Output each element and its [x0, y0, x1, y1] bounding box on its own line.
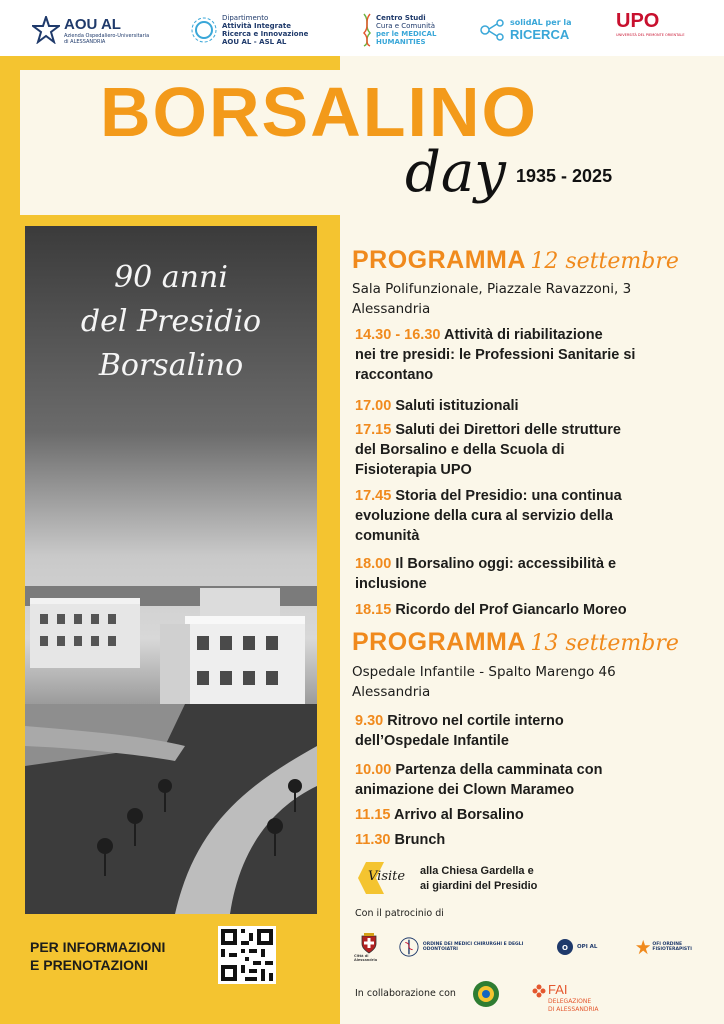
- collaboration-emblem-icon: [472, 980, 500, 1008]
- photo-caption-line3: Borsalino: [98, 348, 244, 383]
- molecule-icon: [480, 17, 506, 43]
- day1-venue-line2: Alessandria: [352, 301, 431, 317]
- day2-item: [355, 711, 715, 751]
- day1-item: [355, 325, 715, 385]
- upo-name: UPO: [616, 10, 660, 32]
- item-text: evoluzione della cura al servizio della: [355, 508, 613, 524]
- day2-item: [355, 830, 715, 850]
- ofi-logo-label: OFI ORDINE FISIOTERAPISTI: [652, 942, 692, 952]
- day1-date: 12 settembre: [530, 249, 679, 274]
- mh-line1: Centro Studi: [376, 14, 426, 22]
- photo-caption-line2: del Presidio: [80, 304, 262, 339]
- item-time: 9.30: [355, 713, 384, 729]
- visite-line1: alla Chiesa Gardella e: [420, 865, 534, 877]
- day2-heading: [352, 628, 679, 657]
- fai-sub: [548, 998, 599, 1014]
- aou-star-icon: [32, 16, 60, 44]
- mh-line4: HUMANITIES: [376, 38, 426, 46]
- event-title-script: day: [405, 140, 506, 205]
- item-text: animazione dei Clown Marameo: [355, 782, 575, 798]
- item-text: Partenza della camminata con: [395, 762, 603, 778]
- visite-line2: ai giardini del Presidio: [420, 880, 538, 892]
- day1-item: [355, 600, 715, 620]
- solidal-line1: solidAL per la: [510, 17, 572, 27]
- dairi-line3: Ricerca e Innovazione: [222, 30, 309, 38]
- item-time: 14.30 - 16.30: [355, 327, 441, 343]
- dairi-line2: Attività Integrate: [222, 22, 291, 30]
- dna-icon: [362, 13, 372, 47]
- photo-caption-line1: 90 anni: [114, 260, 228, 295]
- aou-al-name: AOU AL: [64, 15, 121, 33]
- opi-logo-label: OPI AL: [577, 944, 598, 950]
- dairi-logo: [190, 10, 308, 50]
- dairi-sun-icon: [190, 16, 218, 44]
- day2-item: [355, 805, 715, 825]
- item-text: Attività di riabilitazione: [443, 327, 603, 343]
- day2-heading-label: PROGRAMMA: [352, 628, 526, 656]
- fai-sub-line2: DI ALESSANDRIA: [548, 1006, 599, 1013]
- item-text: Il Borsalino oggi: accessibilità e: [395, 556, 617, 572]
- dairi-line4: AOU AL - ASL AL: [222, 38, 287, 46]
- city-crest-icon: [360, 932, 378, 954]
- omceo-logo-label: ORDINE DEI MEDICI CHIRURGHI E DEGLI ODONTOIATRI: [422, 942, 524, 952]
- item-text: Ritrovo nel cortile interno: [387, 713, 564, 729]
- event-title: BORSALINO: [100, 73, 538, 151]
- alessandria-logo: [354, 932, 384, 962]
- day1-venue: [352, 279, 712, 319]
- solidal-logo: [480, 10, 572, 50]
- medical-humanities-logo: [362, 10, 436, 50]
- item-time: 11.30: [355, 832, 391, 848]
- day1-heading-label: PROGRAMMA: [352, 246, 526, 274]
- collaboration-label: In collaborazione con: [355, 988, 456, 999]
- item-text: nei tre presidi: le Professioni Sanitarie si: [355, 347, 636, 363]
- qr-code[interactable]: [218, 926, 276, 984]
- event-years: 1935 - 2025: [516, 166, 613, 186]
- day2-venue: [352, 662, 712, 702]
- item-text: Saluti istituzionali: [395, 398, 519, 414]
- item-time: 18.15: [355, 602, 392, 618]
- fai-flower-icon: [532, 984, 546, 998]
- item-time: 10.00: [355, 762, 392, 778]
- day2-date: 13 settembre: [530, 631, 679, 656]
- item-text: Arrivo al Borsalino: [394, 807, 524, 823]
- visite-badge-label: Visite: [368, 869, 406, 884]
- day1-item: [355, 420, 715, 480]
- patronage-label: Con il patrocinio di: [355, 908, 444, 919]
- item-text: comunità: [355, 528, 420, 544]
- day2-item: [355, 760, 715, 800]
- day1-venue-line1: Sala Polifunzionale, Piazzale Ravazzoni, 3: [352, 281, 632, 297]
- ofi-logo: [636, 932, 716, 962]
- day1-item: [355, 396, 715, 416]
- mh-line3: per le MEDICAL: [376, 30, 437, 38]
- omceo-logo: [398, 932, 548, 962]
- upo-logo: [616, 10, 685, 50]
- logo-bar: [0, 0, 724, 56]
- solidal-line2: RICERCA: [510, 26, 570, 42]
- historic-photo: [25, 226, 317, 914]
- fai-sub-line1: DELEGAZIONE: [548, 998, 592, 1005]
- info-line1: PER INFORMAZIONI: [30, 939, 166, 955]
- opi-icon: [556, 938, 574, 956]
- item-text: del Borsalino e della Scuola di: [355, 442, 565, 458]
- item-text: Ricordo del Prof Giancarlo Moreo: [395, 602, 627, 618]
- info-line2: E PRENOTAZIONI: [30, 957, 148, 973]
- item-text: Brunch: [394, 832, 446, 848]
- item-text: dell’Ospedale Infantile: [355, 733, 509, 749]
- aou-al-sub: Azienda Ospedaliero-Universitaria di ALESSANDRIA: [64, 32, 150, 45]
- item-text: raccontano: [355, 367, 434, 383]
- item-text: Fisioterapia UPO: [355, 462, 472, 478]
- dairi-line1: Dipartimento: [222, 14, 269, 22]
- alessandria-logo-label: Città di Alessandria: [354, 954, 378, 962]
- item-time: 11.15: [355, 807, 391, 823]
- upo-sub: UNIVERSITÀ DEL PIEMONTE ORIENTALE: [616, 33, 685, 37]
- day1-heading: [352, 246, 679, 275]
- item-time: 17.15: [355, 422, 392, 438]
- day2-venue-line1: Ospedale Infantile - Spalto Marengo 46: [352, 664, 616, 680]
- photo-caption: [25, 256, 317, 388]
- aou-al-logo: [32, 10, 154, 50]
- item-text: Saluti dei Direttori delle strutture: [395, 422, 621, 438]
- item-time: 18.00: [355, 556, 392, 572]
- day1-item: [355, 486, 715, 546]
- mh-line2: Cura e Comunità: [376, 22, 436, 30]
- qr-code-icon: [221, 929, 273, 981]
- omceo-caduceus-icon: [398, 935, 420, 959]
- item-text: Storia del Presidio: una continua: [395, 488, 622, 504]
- ofi-star-icon: [636, 939, 650, 955]
- day1-item: [355, 554, 715, 594]
- svg-text:O: O: [562, 944, 568, 952]
- info-text: [30, 938, 165, 974]
- item-time: 17.00: [355, 398, 392, 414]
- opi-logo: [556, 932, 626, 962]
- visite-text: [420, 864, 537, 894]
- item-time: 17.45: [355, 488, 392, 504]
- item-text: inclusione: [355, 576, 427, 592]
- day2-venue-line2: Alessandria: [352, 684, 431, 700]
- fai-name: FAI: [548, 982, 568, 997]
